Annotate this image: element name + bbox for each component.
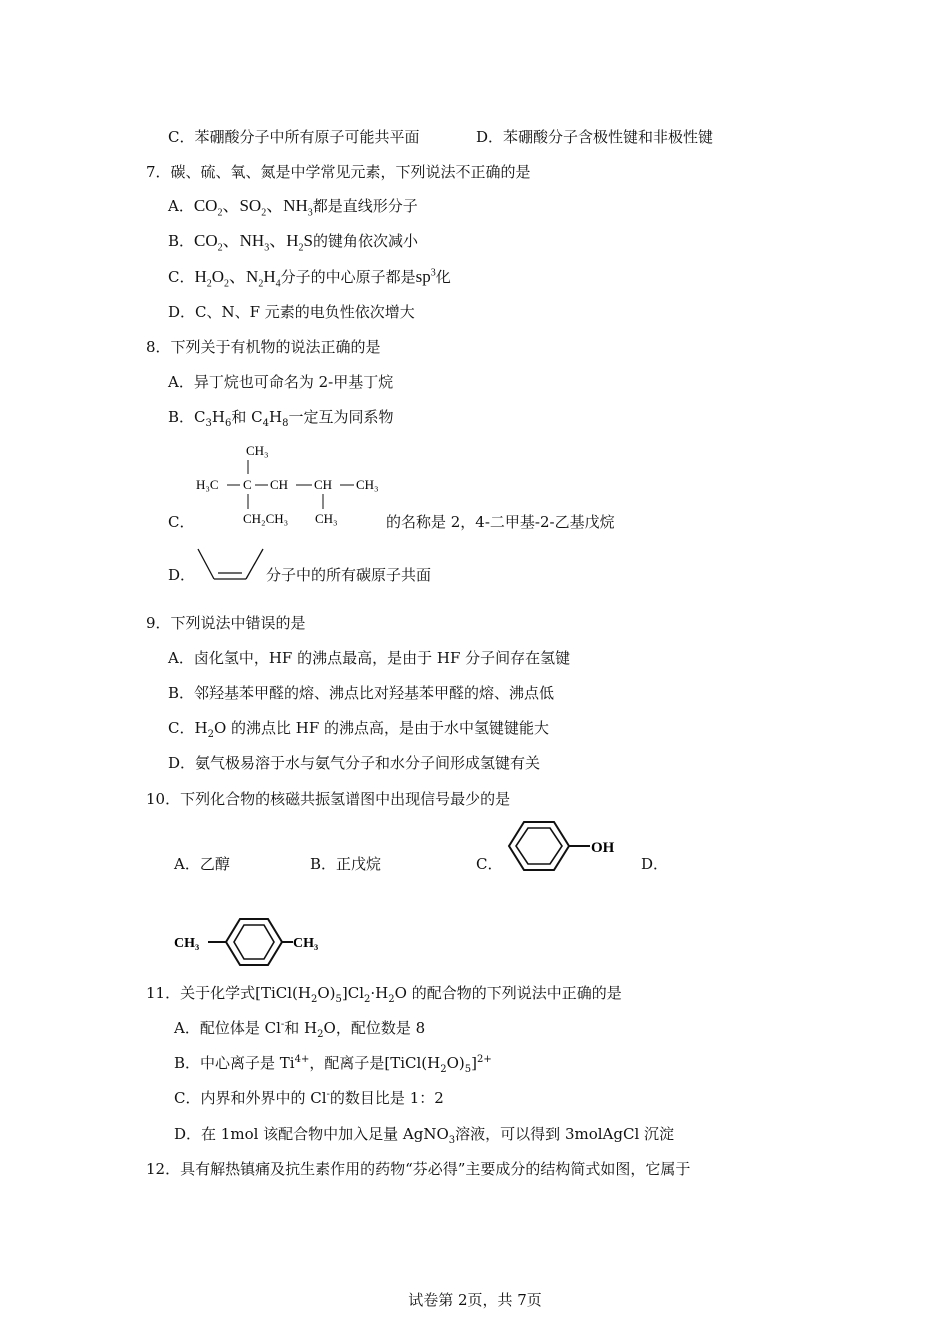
q7-option-a: A．$CO_2$、$SO_2$、$NH_3$都是直线形分子 bbox=[168, 196, 418, 219]
q8-option-d-text: 分子中的所有碳原子共面 bbox=[266, 566, 432, 584]
q8-option-a: A．异丁烷也可命名为 2-甲基丁烷 bbox=[168, 373, 394, 391]
xylene-ch3-right: CH₃ bbox=[293, 936, 319, 951]
q6-option-c: C．苯硼酸分子中所有原子可能共平面 bbox=[168, 128, 420, 146]
q10-option-a: A．乙醇 bbox=[174, 855, 230, 873]
q10-option-c-label: C． bbox=[476, 855, 503, 873]
q7-stem: 7．碳、硫、氧、氮是中学常见元素，下列说法不正确的是 bbox=[146, 163, 531, 181]
q10-option-b: B．正戊烷 bbox=[310, 855, 382, 873]
q8-stem: 8．下列关于有机物的说法正确的是 bbox=[146, 338, 381, 356]
q8-option-c-text: 的名称是 2，4-二甲基-2-乙基戊烷 bbox=[386, 513, 615, 531]
q11-option-a: A．配位体是 Cl-和 $H_2O$，配位数是 8 bbox=[174, 1019, 426, 1040]
q8-option-c-label: C． bbox=[168, 513, 195, 531]
struct-top-ch3: CH₃ bbox=[246, 443, 269, 458]
q9-stem: 9．下列说法中错误的是 bbox=[146, 614, 306, 632]
q11-stem: 11．关于化学式$[TiCl(H_2O)_5]Cl_2\cdot H_2O$ 的配合物的下列说法中正确的是 bbox=[146, 984, 622, 1005]
q7-option-b: B．$CO_2$、$NH_3$、$H_2S$的键角依次减小 bbox=[168, 231, 418, 254]
page-footer: 试卷第 2页，共 7页 bbox=[408, 1291, 542, 1309]
q9-option-d: D．氨气极易溶于水与氨气分子和水分子间形成氢键有关 bbox=[168, 754, 541, 772]
q7-option-d: D．C、N、F 元素的电负性依次增大 bbox=[168, 303, 415, 321]
q6-option-d: D．苯硼酸分子含极性键和非极性键 bbox=[476, 128, 714, 146]
q7-option-c: C．$H_2O_2$、$N_2H_4$分子的中心原子都是$sp^3$化 bbox=[168, 267, 451, 290]
q10-c-phenol-structure bbox=[504, 818, 624, 874]
q10-d-paraxylene-structure bbox=[172, 915, 332, 967]
q9-option-c: C．$H_2O$ 的沸点比 HF 的沸点高，是由于水中氢键键能大 bbox=[168, 719, 550, 740]
q11-option-d: D．在 1mol 该配合物中加入足量 AgNO$_3$溶液，可以得到 3molAgCl 沉淀 bbox=[174, 1125, 675, 1146]
phenol-oh: OH bbox=[591, 840, 615, 856]
struct-bottom-ethyl: CH₂CH₃ bbox=[243, 511, 289, 526]
q8-option-b: B．$C_3H_6$和 $C_4H_8$一定互为同系物 bbox=[168, 408, 394, 429]
struct-ch-1: CH bbox=[270, 477, 289, 492]
struct-c: C bbox=[243, 477, 252, 492]
q8-option-d-label: D． bbox=[168, 566, 196, 584]
xylene-ch3-left: CH₃ bbox=[174, 936, 200, 951]
struct-bottom-ch3: CH₃ bbox=[315, 511, 338, 526]
q10-stem: 10．下列化合物的核磁共振氢谱图中出现信号最少的是 bbox=[146, 790, 511, 808]
q8-c-structure bbox=[190, 438, 390, 530]
struct-ch-2: CH bbox=[314, 477, 333, 492]
struct-h3c: H₃C bbox=[196, 477, 219, 492]
q8-d-structure bbox=[194, 546, 266, 584]
q12-stem: 12．具有解热镇痛及抗生素作用的药物“芬必得”主要成分的结构简式如图，它属于 bbox=[146, 1160, 691, 1178]
q11-option-c: C．内界和外界中的 Cl-的数目比是 1：2 bbox=[174, 1089, 444, 1107]
q9-option-a: A．卤化氢中，HF 的沸点最高，是由于 HF 分子间存在氢键 bbox=[168, 649, 571, 667]
q11-option-b: B．中心离子是 $Ti^{4+}$，配离子是$[TiCl(H_2O)_5]^{2+}$ bbox=[174, 1054, 492, 1075]
struct-end-ch3: CH₃ bbox=[356, 477, 379, 492]
q10-option-d-label: D． bbox=[641, 855, 669, 873]
q9-option-b: B．邻羟基苯甲醛的熔、沸点比对羟基苯甲醛的熔、沸点低 bbox=[168, 684, 555, 702]
